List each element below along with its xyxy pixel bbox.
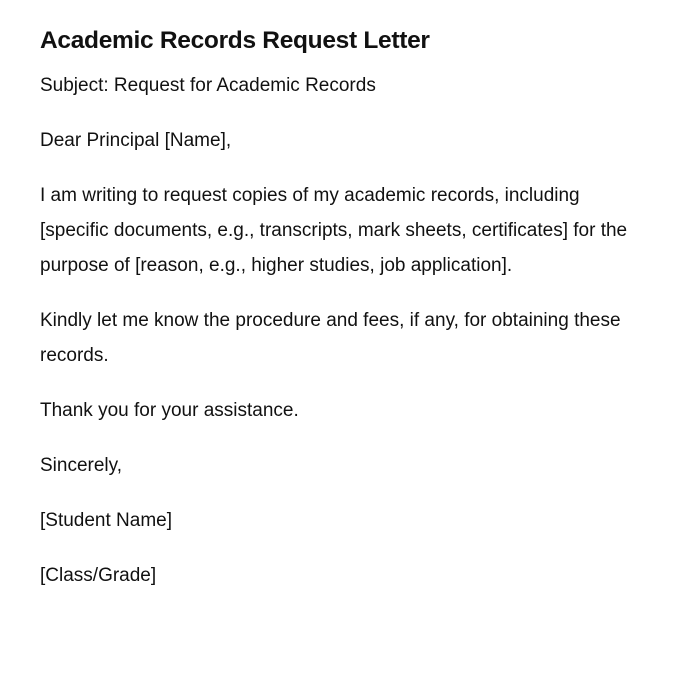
letter-signature-class: [Class/Grade] [40,565,157,586]
letter-body-paragraph-2: Kindly let me know the procedure and fees, if any, for obtaining these records. [40,310,621,366]
letter-signature-name: [Student Name] [40,510,173,531]
letter-body-paragraph-3: Thank you for your assistance. [40,400,299,421]
letter-subject: Subject: Request for Academic Records [40,75,376,96]
letter-closing: Sincerely, [40,455,123,476]
letter-document [40,24,660,593]
letter-body-paragraph-1: I am writing to request copies of my academic records, including [specific documents, e.g., transcripts, mark sheets, certificates] for the purpose of [reason, e.g., higher studies, job application]. [40,185,628,276]
letter-salutation: Dear Principal [Name], [40,130,232,151]
letter-title: Academic Records Request Letter [40,27,430,54]
